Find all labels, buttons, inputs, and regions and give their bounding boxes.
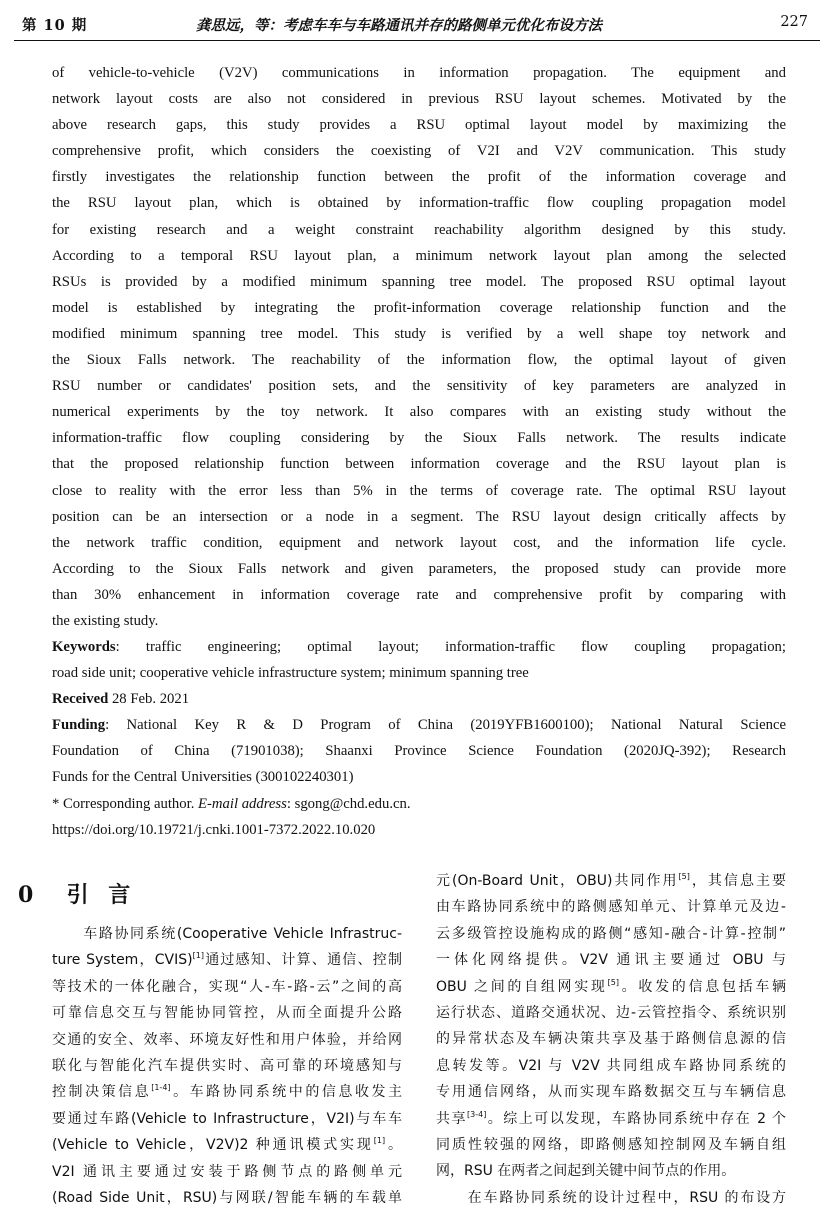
abstract-line: close to reality with the error less than 5% in the terms of coverage rate. The optimal RSU layout bbox=[52, 482, 786, 499]
received-line: Received 28 Feb. 2021 bbox=[52, 691, 190, 708]
body-text-line: V2I 通讯主要通过安装于路侧节点的路侧单元 bbox=[52, 1163, 402, 1180]
body-text-line: 等技术的一体化融合，实现“人-车-路-云”之间的高 bbox=[52, 978, 402, 995]
abstract-line: According to the Sioux Falls network and given parameters, the proposed study can provide more bbox=[52, 560, 786, 577]
email-label: E-mail address bbox=[198, 795, 287, 812]
body-text-line: 云多级管控设施构成的路侧“感知-融合-计算-控制” bbox=[436, 925, 786, 942]
abstract-line: the existing study. bbox=[52, 612, 159, 629]
abstract-line: of vehicle-to-vehicle (V2V) communications in information propagation. The equipment and bbox=[52, 65, 786, 81]
abstract-line: network layout costs are also not considered in previous RSU layout schemes. Motivated by the bbox=[52, 91, 786, 108]
running-title: 龚思远，等：考虑车车与车路通讯并存的路侧单元优化布设方法 bbox=[196, 17, 602, 34]
citation-marker[interactable]: [1-4] bbox=[151, 1083, 171, 1093]
funding-line-2: Foundation of China (71901038); Shaanxi Province Science Foundation (2020JQ-392); Research bbox=[52, 743, 786, 760]
body-text-line: 运行状态、道路交通状况、边-云管控指令、系统识别 bbox=[436, 1004, 786, 1021]
body-text-line: 一体化网络提供。V2V 通讯主要通过 OBU 与 bbox=[436, 952, 786, 969]
abstract-line: comprehensive profit, which considers the coexisting of V2I and V2V communication. This study bbox=[52, 143, 786, 160]
abstract-line: above research gaps, this study provides a RSU optimal layout model by maximizing the bbox=[52, 117, 786, 134]
body-text-line: (Vehicle to Vehicle，V2V)2 种通讯模式实现[1]。 bbox=[52, 1136, 403, 1154]
abstract-line: for existing research and a weight constraint reachability algorithm designed by this study. bbox=[52, 221, 786, 238]
abstract-line: modified minimum spanning tree model. This study is verified by a well shape toy network and bbox=[52, 325, 786, 342]
abstract-line: firstly investigates the relationship function between the profit of the information coverage and bbox=[52, 169, 786, 186]
abstract-line: the Sioux Falls network. The reachability of the information flow, the optimal layout of given bbox=[52, 352, 786, 369]
abstract-line: model is established by integrating the profit-information coverage relationship function and the bbox=[52, 299, 786, 316]
body-text-line: 元(On-Board Unit，OBU)共同作用[5]，其信息主要 bbox=[436, 872, 786, 889]
abstract-line: than 30% enhancement in information coverage rate and comprehensive profit by comparing with bbox=[52, 586, 786, 603]
running-header bbox=[0, 0, 836, 46]
citation-marker[interactable]: [5] bbox=[607, 977, 619, 987]
page-number: 227 bbox=[780, 14, 808, 30]
body-left-column bbox=[52, 921, 402, 1211]
abstract-line: the RSU layout plan, which is obtained by information-traffic flow coupling propagation model bbox=[52, 195, 786, 212]
funding-line-3: Funds for the Central Universities (300102240301) bbox=[52, 769, 354, 786]
citation-marker[interactable]: [3-4] bbox=[467, 1109, 487, 1119]
body-text-line: 网，RSU 在两者之间起到关键中间节点的作用。 bbox=[436, 1163, 736, 1180]
citation-marker[interactable]: [1] bbox=[373, 1136, 386, 1146]
keywords-line-2: road side unit; cooperative vehicle infrastructure system; minimum spanning tree bbox=[52, 665, 529, 682]
body-text-line: 共享[3-4]。综上可以发现，车路协同系统中存在 2 个 bbox=[436, 1109, 787, 1127]
abstract-line: information-traffic flow coupling considering by the Sioux Falls network. The results indicate bbox=[52, 430, 786, 447]
funding-label: Funding bbox=[52, 717, 106, 734]
keywords-label: Keywords bbox=[52, 639, 116, 655]
body-text-line: 在车路协同系统的设计过程中，RSU 的布设方 bbox=[436, 1189, 786, 1206]
abstract-line: numerical experiments by the toy network. It also compares with an existing study without the bbox=[52, 404, 786, 421]
english-abstract bbox=[52, 60, 786, 634]
citation-marker[interactable]: [5] bbox=[678, 872, 690, 881]
body-text-line: 可靠信息交互与智能协同管控，从而全面提升公路 bbox=[52, 1005, 402, 1022]
body-text-line: 联化与智能化汽车提供实时、高可靠的环境感知与 bbox=[52, 1057, 402, 1074]
header-rule bbox=[14, 40, 820, 41]
doi-link[interactable]: https://doi.org/10.19721/j.cnki.1001-7372.2022.10.020 bbox=[52, 821, 376, 838]
body-text-line: 由车路协同系统中的路侧感知单元、计算单元及边- bbox=[436, 899, 786, 916]
corresponding-author: * Corresponding author. E-mail address: sgong@chd.edu.cn. bbox=[52, 795, 411, 812]
body-text-line: OBU 之间的自组网实现[5]。收发的信息包括车辆 bbox=[436, 977, 786, 995]
issue-number: 第 10 期 bbox=[22, 17, 88, 34]
body-text-line: 的异常状态及车辆决策共享及基于路侧信息源的信 bbox=[436, 1031, 786, 1048]
email-address[interactable]: : sgong@chd.edu.cn. bbox=[286, 795, 411, 812]
abstract-line: that the proposed relationship function between information coverage and the RSU layout plan is bbox=[52, 456, 786, 473]
body-text-line: 专用通信网络，从而实现车路数据交互与车辆信息 bbox=[436, 1084, 786, 1101]
body-text-line: ture System，CVIS)[1]通过感知、计算、通信、控制 bbox=[52, 951, 403, 969]
body-text-line: 交通的安全、效率、环境友好性和用户体验，并给网 bbox=[52, 1031, 402, 1048]
abstract-line: RSU number or candidates' position sets, and the sensitivity of key parameters are analyzed in bbox=[52, 378, 786, 395]
section-heading: 0 引 言 bbox=[18, 882, 137, 908]
citation-marker[interactable]: [1] bbox=[192, 951, 204, 961]
body-text-line: 息转发等。V2I 与 V2V 共同组成车路协同系统的 bbox=[436, 1057, 786, 1074]
funding-line-1: Funding: National Key R & D Program of China (2019YFB1600100); National Natural Science bbox=[52, 717, 786, 734]
abstract-line: position can be an intersection or a node in a segment. The RSU layout design critically affects by bbox=[52, 508, 786, 525]
body-text-line: (Road Side Unit，RSU)与网联/智能车辆的车载单 bbox=[52, 1189, 402, 1206]
body-text-line: 控制决策信息[1-4]。车路协同系统中的信息收发主 bbox=[52, 1083, 403, 1101]
body-text-line: 同质性较强的网络，即路侧感知控制网及车辆自组 bbox=[436, 1136, 786, 1153]
body-text-line: 要通过车路(Vehicle to Infrastructure，V2I)与车车 bbox=[52, 1110, 402, 1127]
received-label: Received bbox=[52, 691, 109, 708]
article-metadata bbox=[52, 634, 786, 843]
abstract-line: RSUs is provided by a modified minimum spanning tree model. The proposed RSU optimal layout bbox=[52, 273, 786, 290]
abstract-line: According to a temporal RSU layout plan, a minimum network layout plan among the selected bbox=[52, 247, 786, 264]
body-text-line: 车路协同系统(Cooperative Vehicle Infrastruc- bbox=[52, 926, 402, 942]
abstract-line: the network traffic condition, equipment and network layout cost, and the information life cycle. bbox=[52, 534, 786, 551]
body-right-column bbox=[436, 868, 786, 1211]
keywords-line-1: Keywords: traffic engineering; optimal layout; information-traffic flow coupling propagation; bbox=[52, 639, 786, 655]
